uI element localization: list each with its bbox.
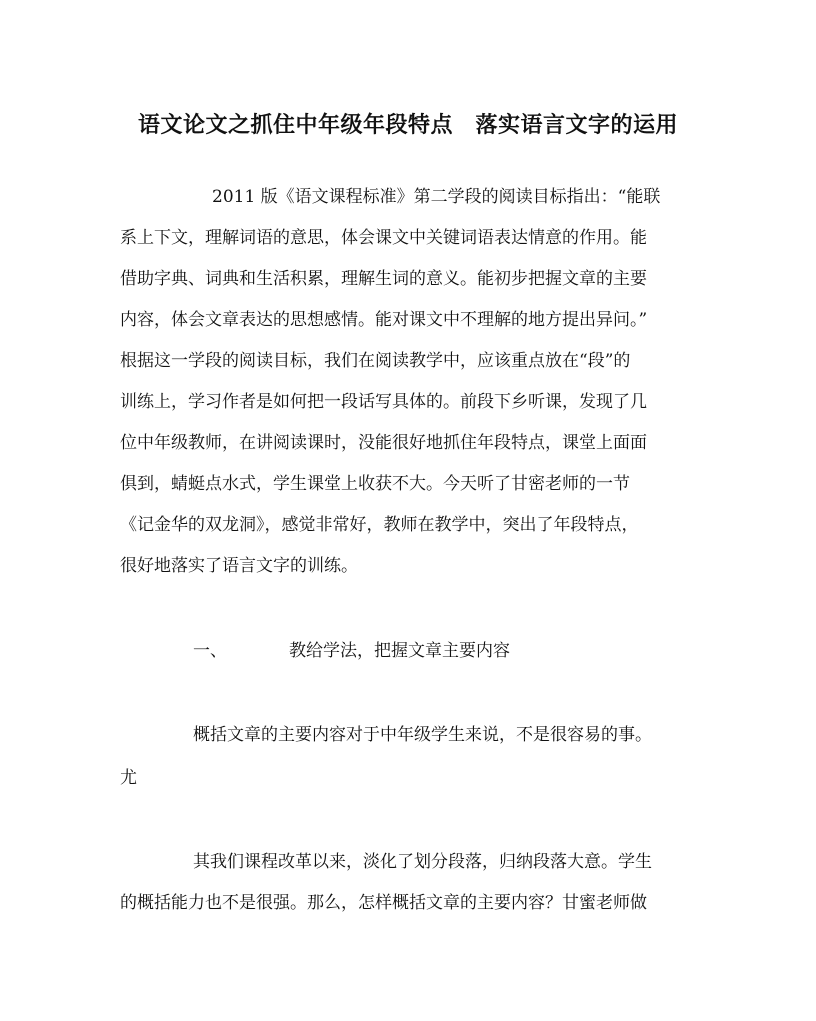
section-heading: 教给学法，把握文章主要内容: [289, 641, 510, 661]
intro-line: 根据这一学段的阅读目标，我们在阅读教学中，应该重点放在“段”的: [120, 351, 631, 371]
intro-line: 很好地落实了语言文字的训练。: [120, 556, 358, 576]
intro-line: 内容，体会文章表达的思想感情。能对课文中不理解的地方提出异问。”: [120, 310, 648, 330]
paragraph-line: 尤: [120, 768, 137, 788]
paragraph-line: 概括文章的主要内容对于中年级学生来说，不是很容易的事。: [193, 725, 652, 745]
intro-line: 位中年级教师，在讲阅读课时，没能很好地抓住年段特点，课堂上面面: [120, 433, 647, 453]
intro-line: 系上下文，理解词语的意思，体会课文中关键词语表达情意的作用。能: [120, 228, 647, 248]
document-title: 语文论文之抓住中年级年段特点 落实语言文字的运用: [137, 112, 678, 138]
intro-line: 《记金华的双龙洞》，感觉非常好，教师在教学中，突出了年段特点，: [120, 515, 639, 535]
intro-line: 2011 版《语文课程标准》第二学段的阅读目标指出：“能联: [212, 187, 661, 207]
section-number: 一、: [193, 641, 227, 661]
paragraph-line: 的概括能力也不是很强。那么，怎样概括文章的主要内容？甘蜜老师做: [120, 893, 647, 913]
paragraph-line: 其我们课程改革以来，淡化了划分段落，归纳段落大意。学生: [193, 852, 652, 872]
intro-line: 借助字典、词典和生活积累，理解生词的意义。能初步把握文章的主要: [120, 269, 647, 289]
intro-line: 俱到，蜻蜓点水式，学生课堂上收获不大。今天听了甘密老师的一节: [120, 474, 630, 494]
intro-line: 训练上，学习作者是如何把一段话写具体的。前段下乡听课，发现了几: [120, 392, 647, 412]
